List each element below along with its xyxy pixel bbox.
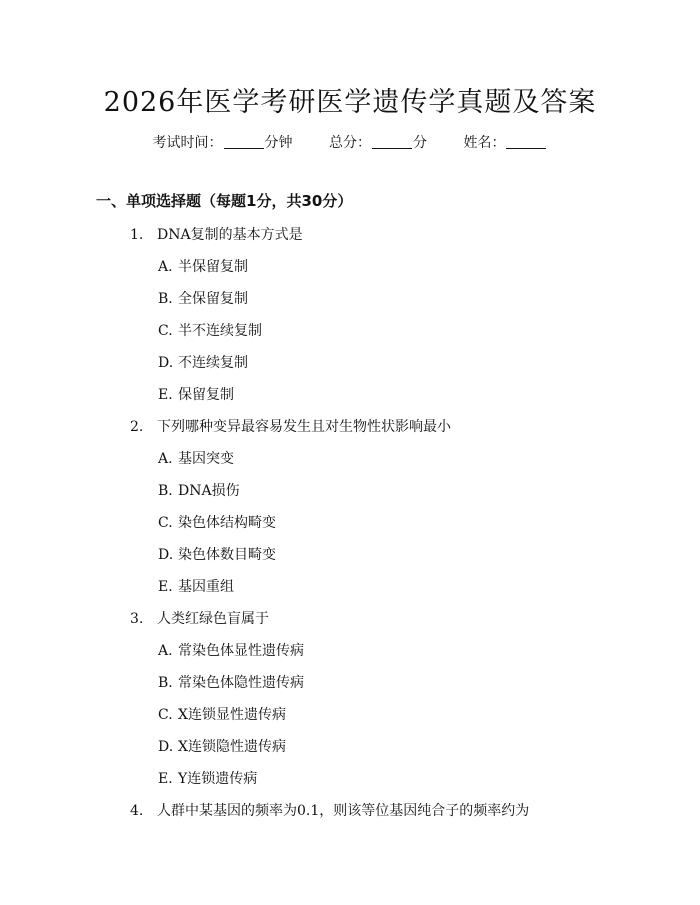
option-text: 染色体数目畸变 — [178, 547, 276, 563]
option-letter: C. — [158, 323, 173, 339]
option-letter: E. — [158, 579, 173, 595]
option-3c — [158, 704, 286, 724]
option-letter: B. — [158, 675, 173, 691]
option-text: 半不连续复制 — [178, 323, 262, 339]
option-letter: C. — [158, 707, 173, 723]
exam-time-field — [153, 135, 297, 151]
option-letter: A. — [158, 451, 173, 467]
exam-time-unit: 分钟 — [264, 135, 293, 151]
question-text: 人群中某基因的频率为0.1，则该等位基因纯合子的频率约为 — [157, 803, 530, 819]
question-2 — [130, 416, 451, 436]
total-score-blank — [372, 148, 412, 149]
option-text: 基因突变 — [178, 451, 234, 467]
question-4 — [130, 800, 529, 820]
option-1c — [158, 320, 262, 340]
option-3a — [158, 640, 304, 660]
option-1a — [158, 256, 248, 276]
exam-time-label: 考试时间： — [152, 135, 223, 151]
option-text: 全保留复制 — [178, 291, 248, 307]
total-score-field — [329, 135, 431, 151]
exam-meta-line — [0, 132, 700, 152]
name-blank — [506, 148, 546, 149]
page-title: 2026年医学考研医学遗传学真题及答案 — [103, 87, 597, 118]
exam-time-blank — [224, 148, 264, 149]
option-3e — [158, 768, 257, 788]
question-number: 2. — [130, 419, 144, 435]
option-text: 染色体结构畸变 — [178, 515, 276, 531]
section-heading: 一、单项选择题（每题1分，共30分） — [96, 192, 353, 210]
question-text: 下列哪种变异最容易发生且对生物性状影响最小 — [157, 419, 451, 435]
option-letter: B. — [158, 291, 173, 307]
option-text: 保留复制 — [178, 387, 234, 403]
total-score-unit: 分 — [413, 135, 427, 151]
option-letter: D. — [158, 547, 174, 563]
option-2e — [158, 576, 234, 596]
option-text: Y连锁遗传病 — [178, 771, 258, 787]
question-number: 1. — [130, 227, 144, 243]
option-2c — [158, 512, 276, 532]
option-3b — [158, 672, 304, 692]
question-text: DNA复制的基本方式是 — [157, 227, 303, 243]
option-1b — [158, 288, 248, 308]
option-letter: E. — [158, 387, 173, 403]
name-field — [463, 135, 547, 151]
option-1d — [158, 352, 248, 372]
option-2a — [158, 448, 234, 468]
question-number: 4. — [130, 803, 144, 819]
option-2d — [158, 544, 276, 564]
option-letter: C. — [158, 515, 173, 531]
option-text: X连锁显性遗传病 — [178, 707, 286, 723]
question-text: 人类红绿色盲属于 — [157, 611, 269, 627]
option-2b — [158, 480, 240, 500]
option-text: X连锁隐性遗传病 — [178, 739, 286, 755]
option-letter: A. — [158, 259, 173, 275]
total-score-label: 总分： — [329, 135, 371, 151]
option-text: 不连续复制 — [178, 355, 248, 371]
option-1e — [158, 384, 234, 404]
option-text: 常染色体显性遗传病 — [178, 643, 304, 659]
option-text: 半保留复制 — [178, 259, 248, 275]
option-text: 常染色体隐性遗传病 — [178, 675, 304, 691]
option-letter: D. — [158, 355, 174, 371]
question-1 — [130, 224, 303, 244]
option-text: DNA损伤 — [178, 483, 240, 499]
question-number: 3. — [130, 611, 144, 627]
question-3 — [130, 608, 269, 628]
option-letter: D. — [158, 739, 174, 755]
option-letter: E. — [158, 771, 173, 787]
option-text: 基因重组 — [178, 579, 234, 595]
option-letter: B. — [158, 483, 173, 499]
option-3d — [158, 736, 286, 756]
option-letter: A. — [158, 643, 173, 659]
name-label: 姓名： — [463, 135, 506, 151]
